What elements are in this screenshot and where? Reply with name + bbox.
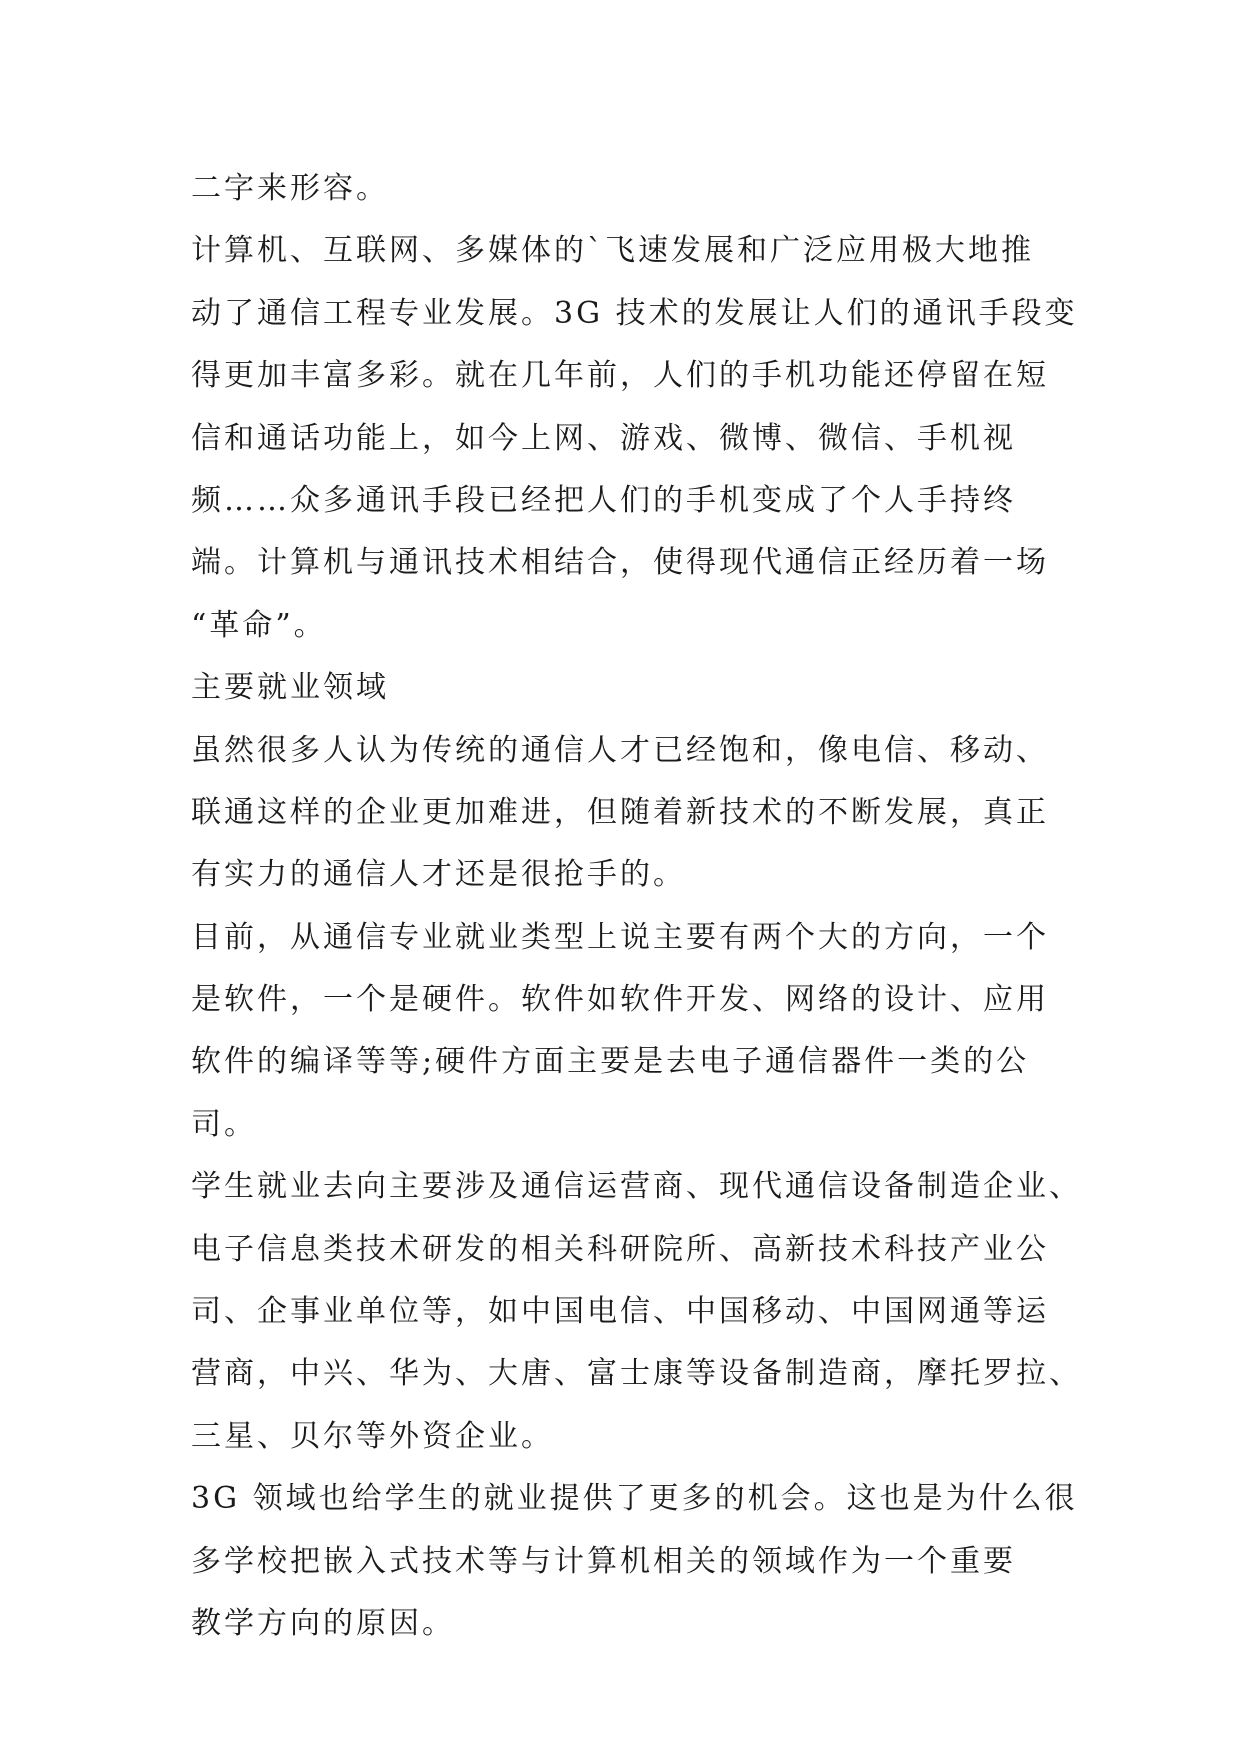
text-line: 得更加丰富多彩。就在几年前，人们的手机功能还停留在短 [191, 358, 1049, 394]
text-line: 联通这样的企业更加难进，但随着新技术的不断发展，真正 [191, 794, 1049, 830]
text-line: 三星、贝尔等外资企业。 [191, 1418, 554, 1454]
text-line: “革命”。 [191, 607, 327, 643]
text-line: 多学校把嵌入式技术等与计算机相关的领域作为一个重要 [191, 1543, 1016, 1579]
text-line: 司。 [191, 1106, 257, 1142]
text-line: 教学方向的原因。 [191, 1605, 455, 1641]
text-line: 是软件，一个是硬件。软件如软件开发、网络的设计、应用 [191, 982, 1049, 1018]
text-line: 信和通话功能上，如今上网、游戏、微博、微信、手机视 [191, 420, 1016, 456]
text-line: 学生就业去向主要涉及通信运营商、现代通信设备制造企业、 [191, 1169, 1082, 1205]
text-line: 计算机、互联网、多媒体的`飞速发展和广泛应用极大地推 [191, 233, 1034, 269]
text-line: 动了通信工程专业发展。3G 技术的发展让人们的通讯手段变 [191, 295, 1078, 331]
text-line: 虽然很多人认为传统的通信人才已经饱和，像电信、移动、 [191, 732, 1049, 768]
text-line: 二字来形容。 [191, 171, 389, 206]
text-line: 软件的编译等等;硬件方面主要是去电子通信器件一类的公 [191, 1044, 1030, 1080]
text-line: 电子信息类技术研发的相关科研院所、高新技术科技产业公 [191, 1231, 1049, 1267]
text-line: 端。计算机与通讯技术相结合，使得现代通信正经历着一场 [191, 545, 1049, 581]
text-line: 频……众多通讯手段已经把人们的手机变成了个人手持终 [191, 482, 1016, 518]
text-line: 目前，从通信专业就业类型上说主要有两个大的方向，一个 [191, 919, 1049, 955]
document-body [191, 158, 1082, 1655]
section-heading: 主要就业领域 [191, 670, 389, 706]
text-line: 营商，中兴、华为、大唐、富士康等设备制造商，摩托罗拉、 [191, 1356, 1082, 1392]
text-line: 有实力的通信人才还是很抢手的。 [191, 857, 686, 893]
text-line: 司、企事业单位等，如中国电信、中国移动、中国网通等运 [191, 1294, 1049, 1330]
text-line: 3G 领域也给学生的就业提供了更多的机会。这也是为什么很 [191, 1481, 1078, 1517]
